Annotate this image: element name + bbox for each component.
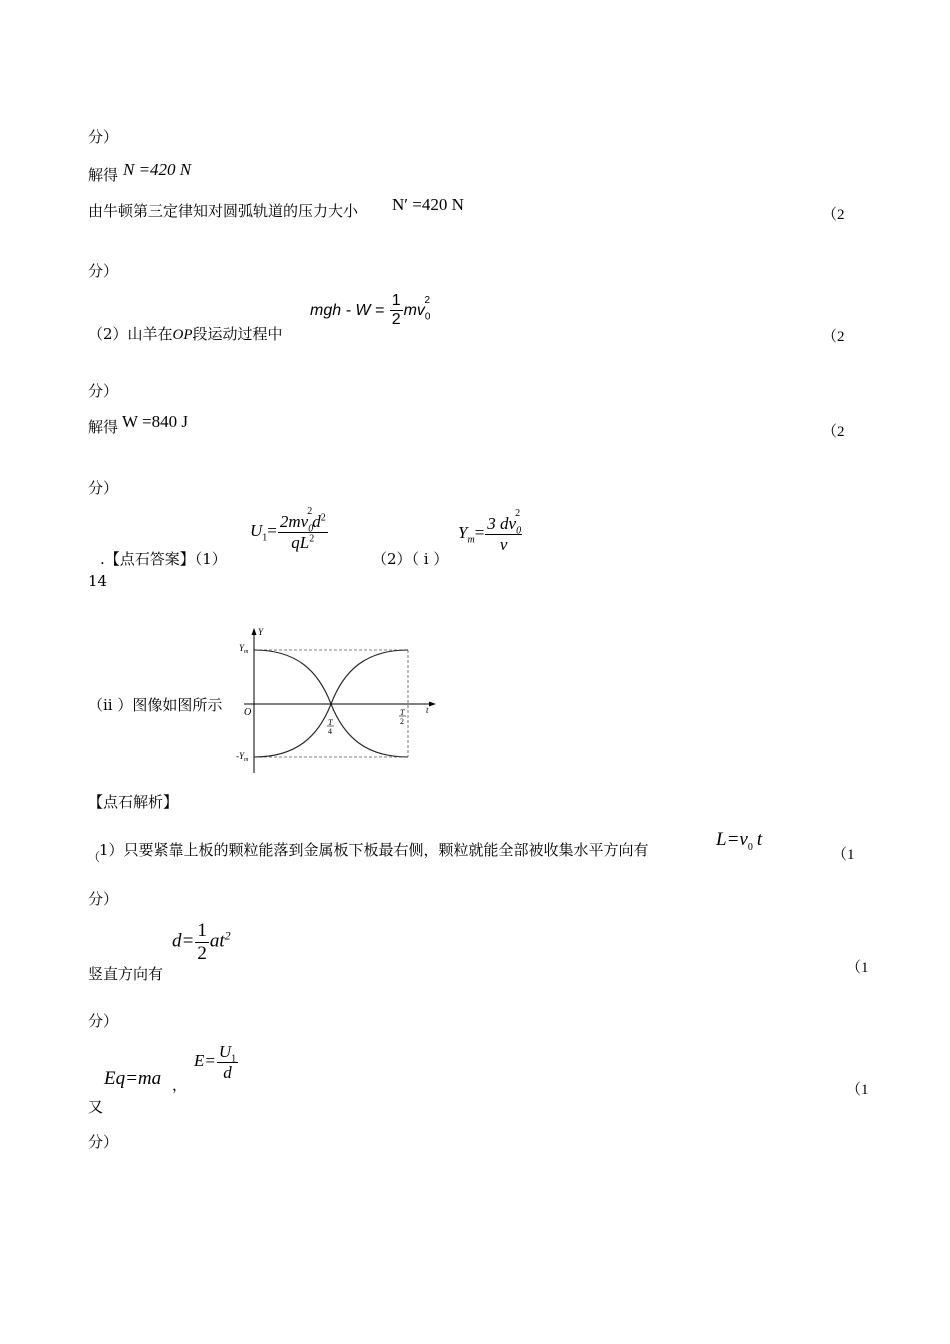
text-newton: 由牛顿第三定律知对圆弧轨道的压力大小	[88, 202, 359, 220]
lower-decreasing-curve	[331, 704, 408, 757]
equation-d: d= $\frac{1}{2}$ $at^2$	[172, 920, 231, 964]
text-question-number: 14	[88, 572, 108, 590]
axes	[244, 629, 434, 773]
text-analysis-1: 1）只要紧靠上板的颗粒能落到金属板下板最右侧，颗粒就能全部被收集水平方向有	[99, 841, 649, 859]
y-axis-arrow	[252, 628, 257, 635]
lower-increasing-curve	[254, 704, 331, 757]
equation-e: E= $\frac{U_1}{d}$	[194, 1042, 237, 1082]
equation-n-prime: N′ =420 N	[392, 195, 464, 214]
x-axis-arrow	[429, 702, 436, 707]
text-answer-heading: .【点石答案】（1）	[100, 550, 227, 568]
upper-increasing-curve	[331, 650, 408, 704]
text-fen: 分）	[88, 890, 119, 908]
text-fen: 分）	[88, 479, 119, 497]
score-marker: （2	[822, 329, 845, 345]
score-marker: （1	[846, 1082, 869, 1098]
text-jiede: 解得	[88, 166, 119, 184]
equation-l: $L=v_0$ t	[716, 829, 763, 853]
text-you: 又	[88, 1098, 104, 1116]
text-fen: 分）	[88, 128, 119, 146]
text-fen: 分）	[88, 1133, 119, 1151]
origin-label: O	[244, 707, 252, 718]
t-quarter-num: T	[328, 718, 333, 727]
equation-w: W =840 J	[122, 412, 188, 431]
text-part2: （2）（ i ）	[372, 550, 449, 568]
text-analysis-heading: 【点石解析】	[88, 793, 179, 811]
t-axis-label: t	[426, 705, 429, 715]
t-quarter-den: 4	[328, 727, 332, 736]
score-marker: （2	[822, 207, 845, 223]
text-fen: 分）	[88, 382, 119, 400]
neg-ym-label: $-Y_m$	[236, 751, 249, 763]
equation-u1: $U_1=$ $\frac{2mv_0^2d^2}{qL^2}$	[250, 506, 326, 552]
equation-ym: $Y_m=$ $\frac{3 dv_0^2}{v}$	[458, 508, 522, 554]
upper-decreasing-curve	[254, 650, 331, 704]
text-paren-open: （	[88, 850, 101, 864]
text-part-ii: （ii ）图像如图所示	[88, 696, 223, 714]
text-comma: ，	[172, 1076, 188, 1094]
t-half-num: T	[400, 708, 405, 717]
y-axis-label: Y	[258, 627, 264, 637]
text-fen: 分）	[88, 1012, 119, 1030]
text-q2: （2）山羊在OP段运动过程中	[88, 325, 283, 343]
score-marker: （2	[822, 424, 845, 440]
text-vertical: 竖直方向有	[88, 965, 164, 983]
score-marker: （1	[846, 960, 869, 976]
score-marker: （1	[832, 847, 855, 863]
t-half-den: 2	[400, 717, 404, 726]
text-fen: 分）	[88, 262, 119, 280]
ym-time-graph	[236, 625, 436, 775]
ym-label: $Y_m$	[239, 643, 249, 655]
text-jiede: 解得	[88, 418, 119, 436]
equation-eq-ma: Eq=ma	[104, 1068, 162, 1089]
equation-work-energy: mgh - W = $\frac{1}{2}$ $mv_0^2$	[310, 292, 431, 329]
equation-n: N =420 N	[123, 160, 192, 179]
